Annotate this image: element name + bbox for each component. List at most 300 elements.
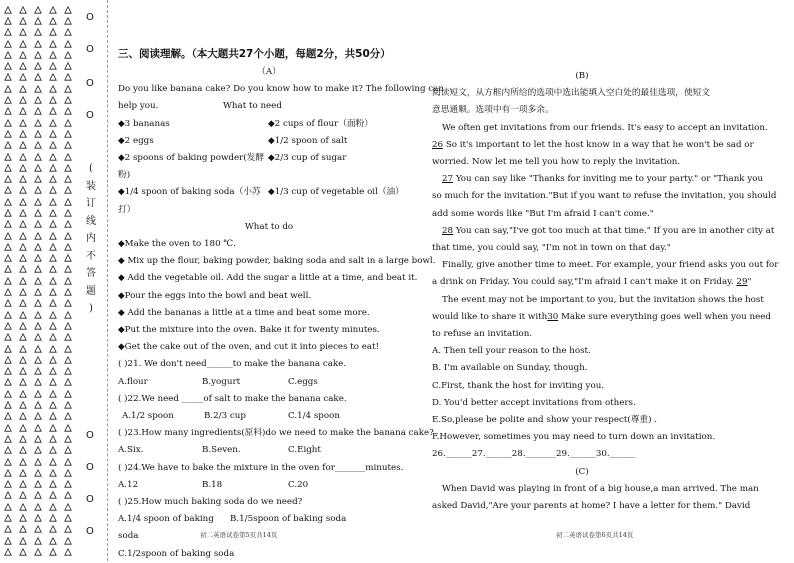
triangle-icon (62, 49, 74, 60)
step-item: ◆ Add the vegetable oil. Add the sugar a little at a time, and beat it. (118, 273, 418, 284)
step-item: ◆ Add the bananas a little at a time and beat some more. (118, 307, 370, 318)
binding-char: 内 (86, 233, 96, 244)
question-23: ( )23.How many ingredients(原料)do we need to make the banana cake? (118, 428, 434, 439)
triangle-icon (32, 117, 44, 128)
triangle-icon (32, 230, 44, 241)
option: B.Seven. (202, 445, 241, 456)
triangle-icon (32, 422, 44, 433)
option: A.1/4 spoon of baking soda (118, 514, 214, 542)
triangle-icon (47, 15, 59, 26)
triangle-icon (32, 399, 44, 410)
triangle-icon (62, 140, 74, 151)
ingredient-list (118, 116, 420, 219)
binding-char: ) (89, 303, 93, 314)
triangle-icon (47, 140, 59, 151)
ingredient-item: ◆2 cups of flour（面粉） (268, 118, 373, 129)
step-item: ◆Make the oven to 180 ℃. (118, 239, 236, 250)
triangle-icon (17, 253, 29, 264)
option: B.18 (202, 479, 223, 490)
triangle-icon (62, 241, 74, 252)
triangle-icon (62, 535, 74, 546)
paragraph-text: You can say,"I've got too much at that time." If you are in another city at (453, 225, 775, 236)
ingredient-item: ◆2/3 cup of sugar (268, 153, 347, 164)
triangle-icon (17, 320, 29, 331)
triangle-icon (32, 38, 44, 49)
triangle-icon (2, 151, 14, 162)
triangle-icon (47, 388, 59, 399)
triangle-icon (47, 512, 59, 523)
triangle-icon (2, 411, 14, 422)
circle-mark: O (86, 462, 94, 473)
triangle-icon (47, 83, 59, 94)
triangle-icon (47, 264, 59, 275)
triangle-icon (17, 456, 29, 467)
triangle-icon (47, 173, 59, 184)
triangle-icon (17, 501, 29, 512)
triangle-icon (2, 230, 14, 241)
triangle-icon (47, 535, 59, 546)
option-list (432, 343, 732, 446)
triangle-icon (2, 343, 14, 354)
triangle-icon (32, 49, 44, 60)
ingredient-row (118, 184, 420, 218)
triangle-icon (17, 60, 29, 71)
option: C.Eight (288, 445, 321, 456)
triangle-icon (62, 478, 74, 489)
triangle-icon (2, 490, 14, 501)
triangle-icon (17, 422, 29, 433)
triangle-icon (32, 354, 44, 365)
triangle-icon (62, 4, 74, 15)
binding-char: 不 (86, 250, 96, 262)
paragraph-text: a drink on Friday. You could say,"I'm afraid I can't make it on Friday. (432, 277, 737, 288)
triangle-icon (2, 94, 14, 105)
triangle-icon (32, 366, 44, 377)
page-footer-left: 初二英语试卷第5页共14页 (200, 531, 278, 539)
triangle-icon (17, 478, 29, 489)
triangle-icon (62, 332, 74, 343)
intro-text: help you. (118, 101, 159, 112)
option: A.12 (118, 479, 139, 490)
circle-mark: O (86, 12, 94, 23)
triangle-icon (62, 388, 74, 399)
triangle-column (62, 4, 74, 558)
triangle-icon (47, 467, 59, 478)
triangle-icon (32, 264, 44, 275)
triangle-icon (47, 275, 59, 286)
triangle-icon (47, 320, 59, 331)
triangle-icon (2, 253, 14, 264)
triangle-icon (32, 456, 44, 467)
triangle-icon (32, 445, 44, 456)
triangle-icon (17, 219, 29, 230)
triangle-icon (32, 512, 44, 523)
triangle-icon (47, 94, 59, 105)
passage-c-label: (C) (575, 466, 589, 477)
triangle-icon (62, 366, 74, 377)
instruction-line-2: 意思通顺。选项中有一项多余。 (432, 105, 554, 116)
question-25: ( )25.How much baking soda do we need? (118, 497, 303, 508)
section-title: 三、阅读理解。（本大题共27个小题，每题2分，共50分） (118, 48, 391, 60)
triangle-icon (2, 207, 14, 218)
answer-option: C.First, thank the host for inviting you. (432, 380, 605, 391)
passage-b-label: (B) (575, 71, 589, 81)
paragraph-text: So it's important to let the host know in a way that he won't be sad or (443, 139, 754, 150)
ingredient-item: ◆2 spoons of baking powder(发酵粉) (118, 153, 265, 181)
ingredient-item: ◆2 eggs (118, 135, 154, 146)
triangle-icon (47, 49, 59, 60)
ingredient-item: ◆1/3 cup of vegetable oil（油） (268, 187, 404, 198)
passage-c-line-2: asked David,"Are your parents at home? I have a letter for them." David (432, 501, 751, 512)
option: C.eggs (288, 376, 318, 387)
answer-option: F.However, sometimes you may need to turn down an invitation. (432, 432, 716, 443)
triangle-icon (62, 94, 74, 105)
paragraph-text: would like to share it with (432, 311, 548, 322)
triangle-icon (47, 151, 59, 162)
intro-line-1: Do you like banana cake? Do you know how to make it? The following can (118, 84, 444, 95)
triangle-icon (17, 433, 29, 444)
intro-line-2 (118, 98, 420, 115)
question-25-options (118, 511, 420, 545)
question-21: ( )21. We don't need______to make the banana cake. (118, 359, 347, 370)
option: C.1/2spoon of baking soda (118, 548, 235, 559)
triangle-icon (47, 117, 59, 128)
binding-char: 订 (86, 198, 96, 209)
triangle-icon (62, 467, 74, 478)
circle-mark: O (86, 110, 94, 121)
triangle-icon (62, 72, 74, 83)
triangle-icon (2, 286, 14, 297)
option: C.20 (288, 479, 309, 490)
blank-26: 26 (432, 139, 444, 150)
triangle-icon (32, 275, 44, 286)
triangle-icon (17, 445, 29, 456)
option: A.1/2 spoon (122, 411, 174, 422)
triangle-icon (2, 433, 14, 444)
triangle-icon (62, 422, 74, 433)
triangle-icon (32, 72, 44, 83)
triangle-icon (47, 128, 59, 139)
triangle-icon (47, 286, 59, 297)
ingredient-item: ◆3 bananas (118, 118, 170, 129)
triangle-icon (62, 117, 74, 128)
binding-margin (0, 0, 76, 561)
ingredient-row (118, 150, 420, 184)
triangle-icon (47, 422, 59, 433)
triangle-icon (32, 490, 44, 501)
triangle-icon (62, 83, 74, 94)
triangle-icon (62, 456, 74, 467)
triangle-icon (17, 399, 29, 410)
triangle-icon (47, 241, 59, 252)
triangle-icon (62, 219, 74, 230)
triangle-icon (2, 546, 14, 557)
answer-option: A. Then tell your reason to the host. (432, 346, 591, 357)
triangle-icon (2, 388, 14, 399)
triangle-icon (17, 207, 29, 218)
triangle-icon (32, 411, 44, 422)
answer-line: 26.______27.______28._______29.______30.______ (432, 449, 636, 460)
triangle-icon (62, 433, 74, 444)
triangle-icon (47, 366, 59, 377)
triangle-icon (47, 399, 59, 410)
triangle-icon (47, 253, 59, 264)
triangle-icon (47, 332, 59, 343)
triangle-icon (2, 38, 14, 49)
triangle-icon (2, 354, 14, 365)
triangle-icon (17, 117, 29, 128)
triangle-icon (47, 490, 59, 501)
triangle-icon (62, 320, 74, 331)
answer-option: B. I'm available on Sunday, though. (432, 363, 588, 374)
triangle-icon (2, 298, 14, 309)
triangle-icon (47, 4, 59, 15)
blank-30: 30 (547, 311, 559, 322)
triangle-icon (2, 478, 14, 489)
triangle-icon (17, 162, 29, 173)
triangle-icon (17, 185, 29, 196)
triangle-icon (62, 546, 74, 557)
blank-29: 29 (736, 277, 748, 288)
triangle-icon (62, 207, 74, 218)
triangle-icon (2, 524, 14, 535)
question-24: ( )24.We have to bake the mixture in the oven for_______minutes. (118, 462, 404, 473)
paragraph-text: You can say like "Thanks for inviting me to your party." or "Thank you (453, 174, 764, 185)
step-item: ◆ Mix up the flour, baking powder, baking soda and salt in a large bowl. (118, 256, 436, 267)
binding-char: 答 (86, 268, 96, 279)
step-item: ◆Get the cake out of the oven, and cut it into pieces to eat! (118, 342, 380, 353)
triangle-icon (2, 264, 14, 275)
passage-a-label: （A） (257, 67, 281, 77)
triangle-icon (32, 196, 44, 207)
paragraph-4-line-1 (432, 223, 775, 240)
blank-28: 28 (442, 225, 454, 236)
triangle-icon (32, 524, 44, 535)
triangle-icon (17, 106, 29, 117)
triangle-icon (47, 456, 59, 467)
triangle-icon (32, 286, 44, 297)
triangle-icon (2, 162, 14, 173)
triangle-icon (17, 27, 29, 38)
triangle-icon (17, 94, 29, 105)
triangle-icon (32, 535, 44, 546)
triangle-icon (32, 140, 44, 151)
triangle-icon (47, 72, 59, 83)
step-item: ◆Pour the eggs into the bowl and beat well. (118, 290, 312, 301)
triangle-icon (47, 501, 59, 512)
triangle-icon (17, 535, 29, 546)
triangle-icon (32, 388, 44, 399)
triangle-icon (17, 286, 29, 297)
binding-char: 题 (86, 285, 96, 297)
triangle-icon (2, 185, 14, 196)
triangle-icon (47, 343, 59, 354)
triangle-icon (62, 185, 74, 196)
triangle-icon (17, 354, 29, 365)
paragraph-3-line-2: so much for the invitation."But if you want to refuse the invitation, you should (432, 191, 777, 202)
paragraph-5-line-1: Finally, give another time to meet. For example, your friend asks you out for (442, 260, 779, 271)
triangle-icon (2, 241, 14, 252)
triangle-icon (17, 411, 29, 422)
triangle-icon (17, 343, 29, 354)
triangle-icon (62, 15, 74, 26)
triangle-icon (47, 411, 59, 422)
circle-mark: O (86, 526, 94, 537)
triangle-icon (17, 524, 29, 535)
paragraph-1: We often get invitations from our friends. It's easy to accept an invitation. (442, 122, 768, 133)
answer-option: D. You'd better accept invitations from others. (432, 397, 636, 408)
triangle-icon (2, 332, 14, 343)
triangle-icon (62, 399, 74, 410)
triangle-column (47, 4, 59, 558)
triangle-icon (47, 309, 59, 320)
triangle-icon (47, 185, 59, 196)
triangle-icon (2, 366, 14, 377)
paragraph-text: Make sure everything goes well when you need (558, 311, 771, 322)
triangle-icon (32, 377, 44, 388)
triangle-icon (2, 173, 14, 184)
triangle-icon (62, 173, 74, 184)
binding-char: ( (89, 163, 93, 174)
triangle-icon (32, 298, 44, 309)
triangle-icon (32, 219, 44, 230)
triangle-icon (32, 320, 44, 331)
triangle-icon (17, 83, 29, 94)
triangle-icon (32, 501, 44, 512)
triangle-icon (62, 298, 74, 309)
option: A.flour (118, 376, 148, 387)
triangle-icon (2, 128, 14, 139)
triangle-icon (62, 445, 74, 456)
triangle-icon (2, 399, 14, 410)
triangle-icon (2, 106, 14, 117)
triangle-icon (47, 106, 59, 117)
triangle-icon (2, 219, 14, 230)
triangle-icon (32, 185, 44, 196)
triangle-icon (47, 60, 59, 71)
triangle-icon (17, 388, 29, 399)
triangle-icon (62, 196, 74, 207)
triangle-icon (17, 490, 29, 501)
triangle-icon (32, 106, 44, 117)
triangle-icon (62, 343, 74, 354)
option: B.1/5spoon of baking soda (230, 514, 347, 525)
triangle-icon (17, 546, 29, 557)
triangle-icon (2, 422, 14, 433)
triangle-icon (32, 309, 44, 320)
triangle-icon (32, 83, 44, 94)
triangle-icon (47, 207, 59, 218)
triangle-icon (47, 524, 59, 535)
triangle-icon (62, 501, 74, 512)
question-21-options (118, 374, 420, 391)
triangle-icon (2, 535, 14, 546)
triangle-icon (17, 128, 29, 139)
what-to-need-heading: What to need (223, 101, 282, 112)
what-to-do-heading: What to do (244, 221, 294, 232)
question-24-options (118, 477, 420, 494)
triangle-icon (32, 467, 44, 478)
ingredient-row (118, 116, 420, 133)
circle-mark: O (86, 430, 94, 441)
triangle-icon (62, 253, 74, 264)
triangle-icon (32, 4, 44, 15)
ingredient-item: ◆1/4 spoon of baking soda（小苏打） (118, 187, 261, 215)
triangle-icon (47, 196, 59, 207)
triangle-column (2, 4, 14, 558)
triangle-icon (32, 433, 44, 444)
circle-mark: O (86, 494, 94, 505)
triangle-icon (32, 94, 44, 105)
option: A.Six. (118, 445, 144, 456)
ingredient-row (118, 133, 420, 150)
option: C.1/4 spoon (288, 411, 340, 422)
triangle-icon (47, 433, 59, 444)
triangle-icon (32, 173, 44, 184)
triangle-icon (17, 38, 29, 49)
paragraph-text: " (747, 277, 752, 288)
triangle-icon (2, 512, 14, 523)
triangle-icon (17, 4, 29, 15)
triangle-icon (62, 106, 74, 117)
triangle-icon (2, 83, 14, 94)
triangle-icon (2, 456, 14, 467)
triangle-icon (2, 60, 14, 71)
right-column (432, 68, 779, 515)
triangle-icon (47, 445, 59, 456)
triangle-icon (32, 15, 44, 26)
triangle-icon (32, 151, 44, 162)
triangle-icon (62, 377, 74, 388)
triangle-icon (62, 286, 74, 297)
paragraph-6-line-1: The event may not be important to you, but the invitation shows the host (442, 294, 764, 305)
triangle-icon (32, 162, 44, 173)
triangle-icon (17, 467, 29, 478)
triangle-icon (17, 309, 29, 320)
triangle-icon (17, 298, 29, 309)
triangle-icon (2, 27, 14, 38)
page-footer-right: 初二英语试卷第6页共14页 (556, 531, 634, 539)
paragraph-4-line-2: that time, you could say, "I'm not in town on that day." (432, 243, 671, 254)
triangle-icon (17, 72, 29, 83)
triangle-icon (32, 332, 44, 343)
triangle-icon (17, 151, 29, 162)
triangle-icon (17, 49, 29, 60)
triangle-icon (2, 501, 14, 512)
triangle-icon (2, 72, 14, 83)
triangle-icon (2, 49, 14, 60)
option: B.yogurt (202, 376, 241, 387)
triangle-icon (2, 309, 14, 320)
ingredient-item: ◆1/2 spoon of salt (268, 135, 348, 146)
triangle-icon (32, 128, 44, 139)
option: B.2/3 cup (204, 411, 246, 422)
triangle-icon (17, 173, 29, 184)
answer-option: E.So,please be polite and show your respect(尊重) . (432, 415, 657, 426)
question-23-options (118, 442, 420, 459)
triangle-icon (62, 512, 74, 523)
paragraph-5-line-2 (432, 274, 752, 291)
triangle-icon (2, 117, 14, 128)
triangle-icon (47, 27, 59, 38)
triangle-icon (32, 27, 44, 38)
triangle-icon (47, 377, 59, 388)
paragraph-2-line-2: worried. Now let me tell you how to reply the invitation. (432, 157, 681, 168)
triangle-icon (62, 354, 74, 365)
triangle-icon (47, 546, 59, 557)
paragraph-2-line-1 (432, 137, 754, 154)
triangle-icon (32, 343, 44, 354)
